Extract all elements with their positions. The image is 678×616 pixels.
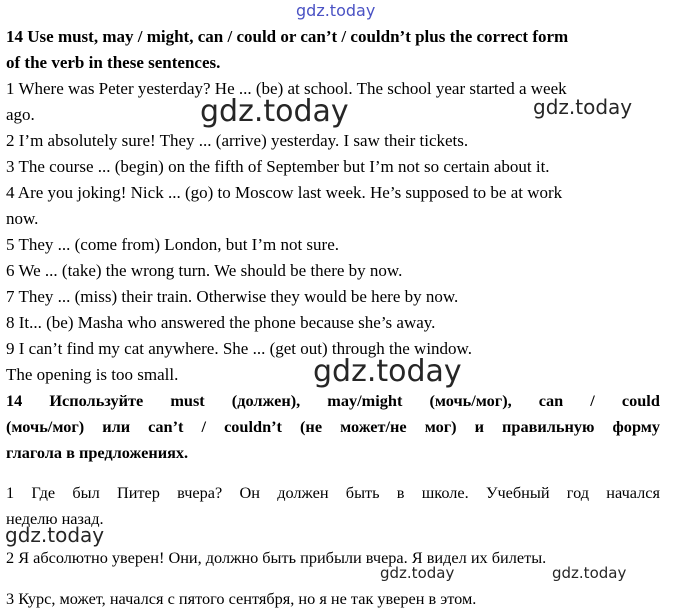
exercise-line: 1 Where was Peter yesterday? He ... (be) at school. The school year started a week bbox=[6, 79, 567, 98]
heading-word: must bbox=[170, 391, 205, 410]
exercise-line: 4 Are you joking! Nick ... (go) to Moscow last week. He’s supposed to be at work bbox=[6, 183, 563, 202]
exercise-line: 2 I’m absolutely sure! They ... (arrive) yesterday. I saw their tickets. bbox=[6, 131, 469, 150]
line-word: в bbox=[396, 483, 405, 502]
heading-line: 14 Use must, may / might, can / could or can’t / couldn’t plus the correct form bbox=[6, 27, 569, 46]
exercise-line: 8 It... (be) Masha who answered the phone because she’s away. bbox=[6, 313, 436, 332]
heading-line bbox=[6, 417, 660, 437]
watermark-top: gdz.today bbox=[296, 1, 376, 20]
exercise-line: The opening is too small. bbox=[6, 365, 179, 384]
line-word: быть bbox=[345, 483, 380, 502]
line-word: Питер bbox=[116, 483, 160, 502]
heading-word: (мочь/мог) bbox=[6, 417, 85, 436]
heading-word: Используйте bbox=[49, 391, 144, 410]
heading-word: (не bbox=[300, 417, 323, 436]
heading-word: может/не bbox=[340, 417, 407, 436]
exercise-line: 9 I can’t find my cat anywhere. She ... (get out) through the window. bbox=[6, 339, 472, 358]
watermark: gdz.today bbox=[552, 564, 627, 582]
heading-word: (должен), bbox=[231, 391, 301, 410]
heading-word: 14 bbox=[6, 391, 23, 410]
line-word: начался bbox=[606, 483, 660, 502]
line-word: Он bbox=[239, 483, 260, 502]
line-word: год bbox=[566, 483, 590, 502]
heading-word: правильную bbox=[502, 417, 595, 436]
heading-line: of the verb in these sentences. bbox=[6, 53, 221, 72]
line-word: вчера? bbox=[177, 483, 223, 502]
exercise-line: 6 We ... (take) the wrong turn. We should be there by now. bbox=[6, 261, 403, 280]
exercise-line: 5 They ... (come from) London, but I’m not sure. bbox=[6, 235, 340, 254]
heading-word: can bbox=[538, 391, 564, 410]
line-word: Где bbox=[31, 483, 56, 502]
heading-word: may/might bbox=[327, 391, 403, 410]
exercise-line: 3 Курс, может, начался с пятого сентября, но я не так уверен в этом. bbox=[6, 589, 477, 608]
line-word: был bbox=[72, 483, 100, 502]
heading-word: could bbox=[621, 391, 660, 410]
heading-line: глагола в предложениях. bbox=[6, 443, 189, 462]
heading-word: и bbox=[474, 417, 484, 436]
heading-word: couldn’t bbox=[224, 417, 282, 436]
heading-word: can’t bbox=[148, 417, 184, 436]
heading-word: мог) bbox=[424, 417, 457, 436]
exercise-line: now. bbox=[6, 209, 39, 228]
line-word: должен bbox=[277, 483, 329, 502]
exercise-line: ago. bbox=[6, 105, 35, 124]
exercise-line: 2 Я абсолютно уверен! Они, должно быть прибыли вчера. Я видел их билеты. bbox=[6, 548, 547, 567]
heading-line bbox=[6, 391, 660, 411]
exercise-line: неделю назад. bbox=[6, 509, 104, 528]
exercise-line: 7 They ... (miss) their train. Otherwise they would be here by now. bbox=[6, 287, 459, 306]
line-word: школе. bbox=[421, 483, 469, 502]
heading-word: / bbox=[201, 417, 207, 436]
heading-word: форму bbox=[612, 417, 660, 436]
watermark: gdz.today bbox=[380, 564, 455, 582]
heading-word: / bbox=[590, 391, 595, 410]
exercise-line bbox=[6, 483, 660, 503]
heading-word: (мочь/мог), bbox=[429, 391, 512, 410]
watermark: gdz.today bbox=[5, 523, 105, 547]
exercise-line: 3 The course ... (begin) on the fifth of September but I’m not so certain about it. bbox=[6, 157, 550, 176]
watermark: gdz.today bbox=[533, 95, 633, 119]
heading-word: или bbox=[102, 417, 131, 436]
watermark: gdz.today bbox=[200, 94, 349, 129]
line-word: Учебный bbox=[485, 483, 550, 502]
line-word: 1 bbox=[6, 483, 15, 502]
watermark: gdz.today bbox=[313, 354, 462, 389]
